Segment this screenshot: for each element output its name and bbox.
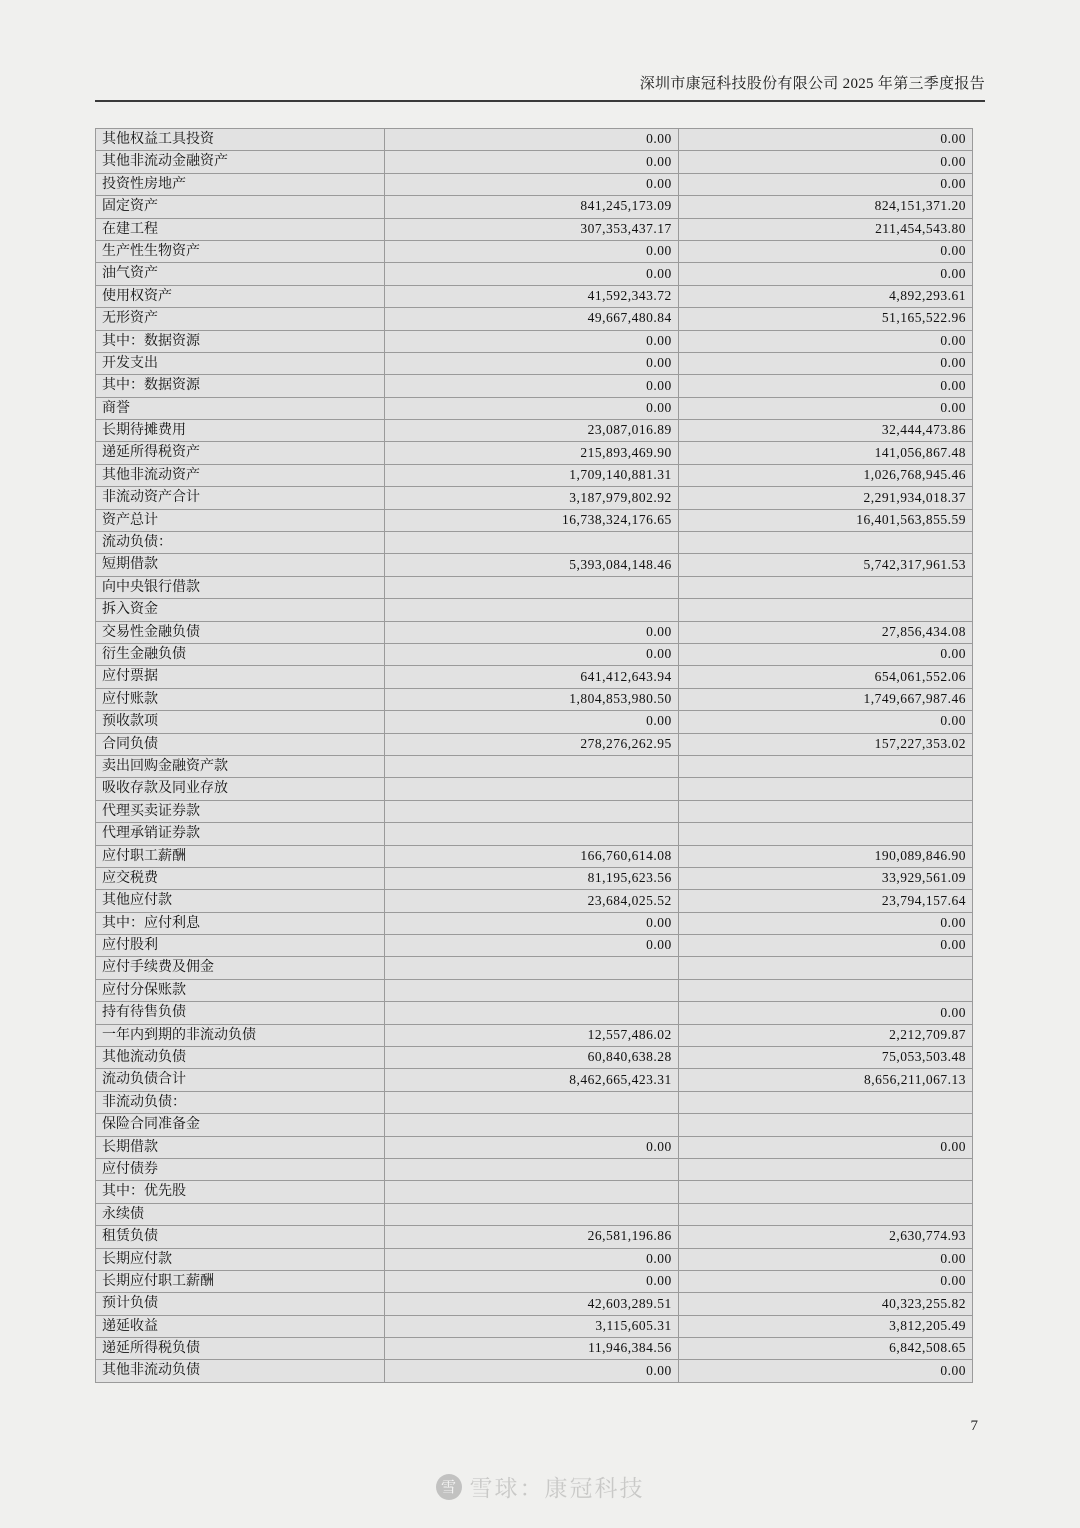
row-label: 应付股利 bbox=[96, 935, 385, 957]
row-value-prior: 0.00 bbox=[678, 173, 972, 195]
table-row bbox=[96, 1248, 973, 1270]
row-value-current bbox=[384, 532, 678, 554]
row-label: 资产总计 bbox=[96, 509, 385, 531]
row-value-current: 1,709,140,881.31 bbox=[384, 464, 678, 486]
row-label: 保险合同准备金 bbox=[96, 1114, 385, 1136]
row-value-current: 0.00 bbox=[384, 621, 678, 643]
row-value-current: 0.00 bbox=[384, 643, 678, 665]
row-value-prior: 190,089,846.90 bbox=[678, 845, 972, 867]
table-row bbox=[96, 755, 973, 777]
row-value-prior bbox=[678, 1158, 972, 1180]
table-row bbox=[96, 621, 973, 643]
row-value-current: 0.00 bbox=[384, 375, 678, 397]
row-value-prior: 0.00 bbox=[678, 1002, 972, 1024]
row-value-current: 0.00 bbox=[384, 1248, 678, 1270]
table-row bbox=[96, 1069, 973, 1091]
row-label: 其他非流动负债 bbox=[96, 1360, 385, 1382]
table-row bbox=[96, 778, 973, 800]
row-value-current bbox=[384, 800, 678, 822]
table-row bbox=[96, 1047, 973, 1069]
row-value-prior: 0.00 bbox=[678, 912, 972, 934]
row-value-prior bbox=[678, 1091, 972, 1113]
row-value-prior bbox=[678, 532, 972, 554]
row-label: 一年内到期的非流动负债 bbox=[96, 1024, 385, 1046]
row-value-current: 0.00 bbox=[384, 240, 678, 262]
table-row bbox=[96, 957, 973, 979]
row-value-prior: 654,061,552.06 bbox=[678, 666, 972, 688]
row-label: 固定资产 bbox=[96, 196, 385, 218]
row-value-current: 307,353,437.17 bbox=[384, 218, 678, 240]
row-label: 代理买卖证券款 bbox=[96, 800, 385, 822]
row-value-current: 641,412,643.94 bbox=[384, 666, 678, 688]
row-value-prior bbox=[678, 823, 972, 845]
row-label: 在建工程 bbox=[96, 218, 385, 240]
row-value-current: 8,462,665,423.31 bbox=[384, 1069, 678, 1091]
row-label: 应付票据 bbox=[96, 666, 385, 688]
row-label: 租赁负债 bbox=[96, 1226, 385, 1248]
row-label: 其他应付款 bbox=[96, 890, 385, 912]
row-label: 使用权资产 bbox=[96, 285, 385, 307]
table-row bbox=[96, 1360, 973, 1382]
table-row bbox=[96, 1136, 973, 1158]
row-value-prior bbox=[678, 957, 972, 979]
row-value-current bbox=[384, 823, 678, 845]
row-value-prior: 0.00 bbox=[678, 240, 972, 262]
row-value-current: 841,245,173.09 bbox=[384, 196, 678, 218]
row-value-prior bbox=[678, 576, 972, 598]
row-value-prior: 27,856,434.08 bbox=[678, 621, 972, 643]
row-value-current: 0.00 bbox=[384, 173, 678, 195]
table-row bbox=[96, 1114, 973, 1136]
row-value-prior: 2,291,934,018.37 bbox=[678, 487, 972, 509]
row-value-prior bbox=[678, 979, 972, 1001]
row-value-current: 215,893,469.90 bbox=[384, 442, 678, 464]
row-label: 短期借款 bbox=[96, 554, 385, 576]
row-label: 递延收益 bbox=[96, 1315, 385, 1337]
row-value-current: 0.00 bbox=[384, 912, 678, 934]
row-value-prior: 8,656,211,067.13 bbox=[678, 1069, 972, 1091]
row-value-current: 26,581,196.86 bbox=[384, 1226, 678, 1248]
row-value-prior bbox=[678, 1181, 972, 1203]
row-value-current: 1,804,853,980.50 bbox=[384, 688, 678, 710]
row-value-current: 0.00 bbox=[384, 1136, 678, 1158]
row-value-prior: 4,892,293.61 bbox=[678, 285, 972, 307]
table-row bbox=[96, 218, 973, 240]
row-value-prior: 157,227,353.02 bbox=[678, 733, 972, 755]
row-value-prior: 33,929,561.09 bbox=[678, 867, 972, 889]
table-body bbox=[96, 129, 973, 1383]
table-row bbox=[96, 1002, 973, 1024]
table-row bbox=[96, 666, 973, 688]
row-value-prior: 0.00 bbox=[678, 711, 972, 733]
table-row bbox=[96, 442, 973, 464]
table-row bbox=[96, 935, 973, 957]
row-value-prior: 0.00 bbox=[678, 1248, 972, 1270]
row-value-current bbox=[384, 778, 678, 800]
table-row bbox=[96, 688, 973, 710]
row-label: 预计负债 bbox=[96, 1293, 385, 1315]
row-value-current: 0.00 bbox=[384, 129, 678, 151]
row-label: 合同负债 bbox=[96, 733, 385, 755]
row-value-prior: 0.00 bbox=[678, 1360, 972, 1382]
table-row bbox=[96, 800, 973, 822]
table-row bbox=[96, 509, 973, 531]
row-value-prior: 0.00 bbox=[678, 352, 972, 374]
row-value-prior: 75,053,503.48 bbox=[678, 1047, 972, 1069]
row-label: 应付分保账款 bbox=[96, 979, 385, 1001]
row-label: 其他非流动资产 bbox=[96, 464, 385, 486]
row-label: 其他非流动金融资产 bbox=[96, 151, 385, 173]
row-value-prior: 40,323,255.82 bbox=[678, 1293, 972, 1315]
table-row bbox=[96, 643, 973, 665]
row-value-current: 0.00 bbox=[384, 263, 678, 285]
table-row bbox=[96, 196, 973, 218]
row-value-prior: 0.00 bbox=[678, 643, 972, 665]
row-value-current: 11,946,384.56 bbox=[384, 1338, 678, 1360]
row-value-current: 60,840,638.28 bbox=[384, 1047, 678, 1069]
row-value-current bbox=[384, 599, 678, 621]
row-value-prior: 0.00 bbox=[678, 129, 972, 151]
row-value-current bbox=[384, 1114, 678, 1136]
row-value-prior: 6,842,508.65 bbox=[678, 1338, 972, 1360]
table-row bbox=[96, 240, 973, 262]
table-row bbox=[96, 129, 973, 151]
table-row bbox=[96, 1181, 973, 1203]
table-row bbox=[96, 576, 973, 598]
table-row bbox=[96, 420, 973, 442]
row-label: 交易性金融负债 bbox=[96, 621, 385, 643]
row-label: 吸收存款及同业存放 bbox=[96, 778, 385, 800]
row-label: 拆入资金 bbox=[96, 599, 385, 621]
table-row bbox=[96, 890, 973, 912]
row-value-prior: 2,212,709.87 bbox=[678, 1024, 972, 1046]
row-label: 卖出回购金融资产款 bbox=[96, 755, 385, 777]
row-label: 长期应付款 bbox=[96, 1248, 385, 1270]
row-value-current: 0.00 bbox=[384, 330, 678, 352]
table-row bbox=[96, 599, 973, 621]
row-label: 递延所得税负债 bbox=[96, 1338, 385, 1360]
table-row bbox=[96, 554, 973, 576]
table-row bbox=[96, 1338, 973, 1360]
page-number: 7 bbox=[970, 1418, 978, 1434]
table-row bbox=[96, 285, 973, 307]
row-value-current: 0.00 bbox=[384, 151, 678, 173]
row-label: 代理承销证券款 bbox=[96, 823, 385, 845]
row-value-current: 3,187,979,802.92 bbox=[384, 487, 678, 509]
row-value-current: 0.00 bbox=[384, 935, 678, 957]
row-label: 长期待摊费用 bbox=[96, 420, 385, 442]
row-value-current bbox=[384, 1002, 678, 1024]
row-value-current: 16,738,324,176.65 bbox=[384, 509, 678, 531]
row-label: 长期借款 bbox=[96, 1136, 385, 1158]
row-label: 商誉 bbox=[96, 397, 385, 419]
row-value-prior: 0.00 bbox=[678, 1270, 972, 1292]
table-row bbox=[96, 1315, 973, 1337]
row-value-current bbox=[384, 1158, 678, 1180]
row-value-current: 5,393,084,148.46 bbox=[384, 554, 678, 576]
row-label: 永续债 bbox=[96, 1203, 385, 1225]
row-value-prior bbox=[678, 1114, 972, 1136]
row-value-prior bbox=[678, 800, 972, 822]
row-value-prior bbox=[678, 755, 972, 777]
row-value-prior: 16,401,563,855.59 bbox=[678, 509, 972, 531]
row-label: 递延所得税资产 bbox=[96, 442, 385, 464]
row-label: 预收款项 bbox=[96, 711, 385, 733]
table-row bbox=[96, 487, 973, 509]
row-value-current: 0.00 bbox=[384, 397, 678, 419]
table-row bbox=[96, 979, 973, 1001]
row-value-current: 41,592,343.72 bbox=[384, 285, 678, 307]
row-label: 开发支出 bbox=[96, 352, 385, 374]
row-value-current bbox=[384, 1203, 678, 1225]
row-value-prior: 5,742,317,961.53 bbox=[678, 554, 972, 576]
row-value-prior: 0.00 bbox=[678, 935, 972, 957]
row-label: 其中：应付利息 bbox=[96, 912, 385, 934]
row-value-current: 278,276,262.95 bbox=[384, 733, 678, 755]
row-value-current bbox=[384, 979, 678, 1001]
table-row bbox=[96, 173, 973, 195]
watermark bbox=[0, 1470, 1080, 1503]
row-value-current: 166,760,614.08 bbox=[384, 845, 678, 867]
table-row bbox=[96, 352, 973, 374]
row-value-current: 23,684,025.52 bbox=[384, 890, 678, 912]
table-row bbox=[96, 1024, 973, 1046]
xueqiu-logo-icon: 雪 bbox=[436, 1474, 462, 1500]
row-label: 长期应付职工薪酬 bbox=[96, 1270, 385, 1292]
row-value-current: 0.00 bbox=[384, 711, 678, 733]
row-value-current: 0.00 bbox=[384, 1270, 678, 1292]
row-label: 应付债券 bbox=[96, 1158, 385, 1180]
row-value-current: 0.00 bbox=[384, 352, 678, 374]
row-label: 衍生金融负债 bbox=[96, 643, 385, 665]
row-value-current bbox=[384, 755, 678, 777]
table-row bbox=[96, 397, 973, 419]
table-row bbox=[96, 1158, 973, 1180]
table-row bbox=[96, 823, 973, 845]
row-value-current bbox=[384, 1181, 678, 1203]
row-label: 其中：数据资源 bbox=[96, 375, 385, 397]
table-row bbox=[96, 912, 973, 934]
row-label: 无形资产 bbox=[96, 308, 385, 330]
row-label: 应付手续费及佣金 bbox=[96, 957, 385, 979]
row-value-prior: 2,630,774.93 bbox=[678, 1226, 972, 1248]
row-label: 非流动负债： bbox=[96, 1091, 385, 1113]
row-value-prior: 211,454,543.80 bbox=[678, 218, 972, 240]
row-label: 应交税费 bbox=[96, 867, 385, 889]
row-value-current: 23,087,016.89 bbox=[384, 420, 678, 442]
row-value-current: 42,603,289.51 bbox=[384, 1293, 678, 1315]
table-row bbox=[96, 867, 973, 889]
table-row bbox=[96, 711, 973, 733]
row-label: 向中央银行借款 bbox=[96, 576, 385, 598]
row-value-prior: 0.00 bbox=[678, 330, 972, 352]
table-row bbox=[96, 151, 973, 173]
row-value-current bbox=[384, 957, 678, 979]
row-value-current: 0.00 bbox=[384, 1360, 678, 1382]
table-row bbox=[96, 330, 973, 352]
table-row bbox=[96, 845, 973, 867]
header-divider bbox=[95, 100, 985, 102]
row-value-current bbox=[384, 1091, 678, 1113]
row-label: 其中：优先股 bbox=[96, 1181, 385, 1203]
row-value-prior: 3,812,205.49 bbox=[678, 1315, 972, 1337]
row-value-prior: 0.00 bbox=[678, 375, 972, 397]
row-label: 流动负债合计 bbox=[96, 1069, 385, 1091]
table-row bbox=[96, 1226, 973, 1248]
row-value-current: 12,557,486.02 bbox=[384, 1024, 678, 1046]
table-row bbox=[96, 375, 973, 397]
row-value-prior: 51,165,522.96 bbox=[678, 308, 972, 330]
row-label: 其他流动负债 bbox=[96, 1047, 385, 1069]
balance-sheet-table bbox=[95, 128, 973, 1383]
table-row bbox=[96, 1293, 973, 1315]
row-label: 非流动资产合计 bbox=[96, 487, 385, 509]
row-value-prior: 0.00 bbox=[678, 1136, 972, 1158]
table-row bbox=[96, 1270, 973, 1292]
row-value-current: 81,195,623.56 bbox=[384, 867, 678, 889]
watermark-label: 雪球：康冠科技 bbox=[469, 1475, 645, 1501]
row-value-prior: 32,444,473.86 bbox=[678, 420, 972, 442]
row-value-prior: 141,056,867.48 bbox=[678, 442, 972, 464]
row-value-prior: 1,026,768,945.46 bbox=[678, 464, 972, 486]
table-row bbox=[96, 263, 973, 285]
row-label: 油气资产 bbox=[96, 263, 385, 285]
row-value-current bbox=[384, 576, 678, 598]
row-label: 其中：数据资源 bbox=[96, 330, 385, 352]
row-value-prior bbox=[678, 778, 972, 800]
row-value-prior: 824,151,371.20 bbox=[678, 196, 972, 218]
row-label: 投资性房地产 bbox=[96, 173, 385, 195]
row-value-prior bbox=[678, 1203, 972, 1225]
row-label: 其他权益工具投资 bbox=[96, 129, 385, 151]
row-value-current: 3,115,605.31 bbox=[384, 1315, 678, 1337]
row-value-prior: 0.00 bbox=[678, 397, 972, 419]
page-header: 深圳市康冠科技股份有限公司 2025 年第三季度报告 bbox=[639, 76, 985, 92]
table-row bbox=[96, 532, 973, 554]
table-row bbox=[96, 308, 973, 330]
row-value-prior bbox=[678, 599, 972, 621]
row-label: 生产性生物资产 bbox=[96, 240, 385, 262]
row-label: 应付账款 bbox=[96, 688, 385, 710]
table-row bbox=[96, 464, 973, 486]
table-row bbox=[96, 733, 973, 755]
row-value-prior: 1,749,667,987.46 bbox=[678, 688, 972, 710]
row-value-prior: 0.00 bbox=[678, 151, 972, 173]
row-label: 流动负债： bbox=[96, 532, 385, 554]
row-value-prior: 23,794,157.64 bbox=[678, 890, 972, 912]
row-label: 持有待售负债 bbox=[96, 1002, 385, 1024]
table-row bbox=[96, 1091, 973, 1113]
row-value-prior: 0.00 bbox=[678, 263, 972, 285]
table-row bbox=[96, 1203, 973, 1225]
row-label: 应付职工薪酬 bbox=[96, 845, 385, 867]
row-value-current: 49,667,480.84 bbox=[384, 308, 678, 330]
